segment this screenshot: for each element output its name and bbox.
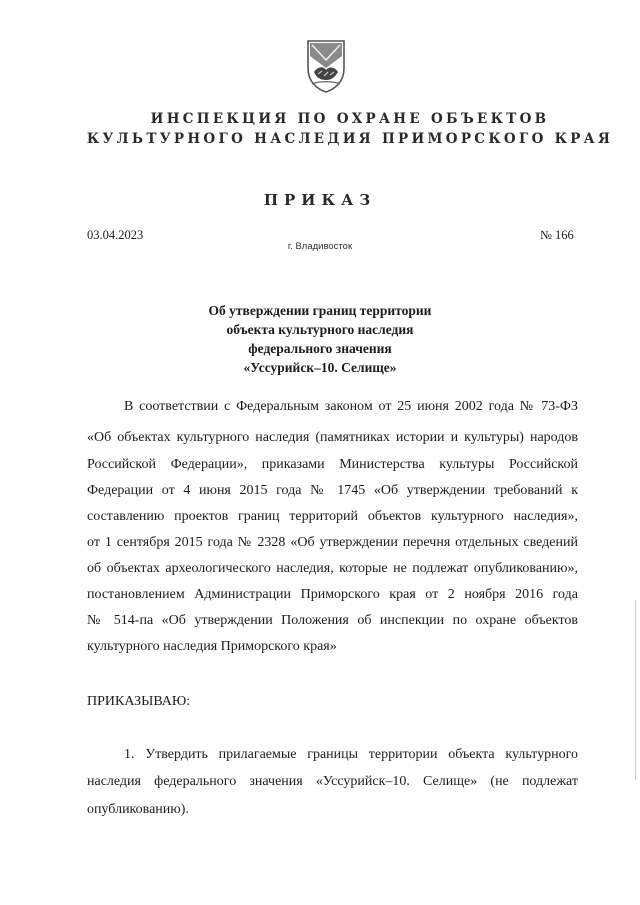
preamble-line: культурного наследия Приморского края» [87,639,337,654]
preamble-line: составлению проектов границ территорий объектов культурного наследия», [87,509,578,524]
preamble-line: Российской Федерации», приказами Министерства культуры Российской [87,457,578,472]
preamble-line: постановлением Администрации Приморского края от 2 ноября 2016 года [87,587,578,602]
scan-edge-line [635,600,636,780]
document-title [150,301,490,377]
preamble-line: В соответствии с Федеральным законом от 25 июня 2002 года № 73-ФЗ [124,399,578,414]
preamble-line: от 1 сентября 2015 года № 2328 «Об утверждении перечня отдельных сведений [87,535,578,550]
document-type: ПРИКАЗ [263,191,377,209]
preamble-line: № 514-па «Об утверждении Положения об инспекции по охране объектов [87,613,578,628]
organization-name-line-1: ИНСПЕКЦИЯ ПО ОХРАНЕ ОБЪЕКТОВ [150,111,550,127]
document-date: 03.04.2023 [87,228,144,242]
preamble-line: Федерации от 4 июня 2015 года № 1745 «Об утверждении требований к [87,483,578,498]
preamble-line: «Об объектах культурного наследия (памятниках истории и культуры) народов [87,430,578,445]
title-line: объекта культурного наследия [226,322,414,337]
item-1-line: опубликованию). [87,802,189,817]
item-1-line: 1. Утвердить прилагаемые границы территории объекта культурного [124,747,578,762]
preamble-line: об объектах археологического наследия, которые не подлежат опубликованию», [87,561,578,576]
title-line: Об утверждении границ территории [208,303,432,318]
document-city: г. Владивосток [287,241,353,252]
title-line: «Уссурийск–10. Селище» [243,360,397,375]
order-word: ПРИКАЗЫВАЮ: [87,694,191,709]
title-line: федерального значения [248,341,392,356]
item-1-line: наследия федерального значения «Уссурийск–10. Селище» (не подлежат [87,774,578,789]
primorsky-krai-coat-of-arms-icon [302,38,350,94]
document-number: № 166 [540,228,574,242]
organization-name-line-2: КУЛЬТУРНОГО НАСЛЕДИЯ ПРИМОРСКОГО КРАЯ [86,131,614,147]
